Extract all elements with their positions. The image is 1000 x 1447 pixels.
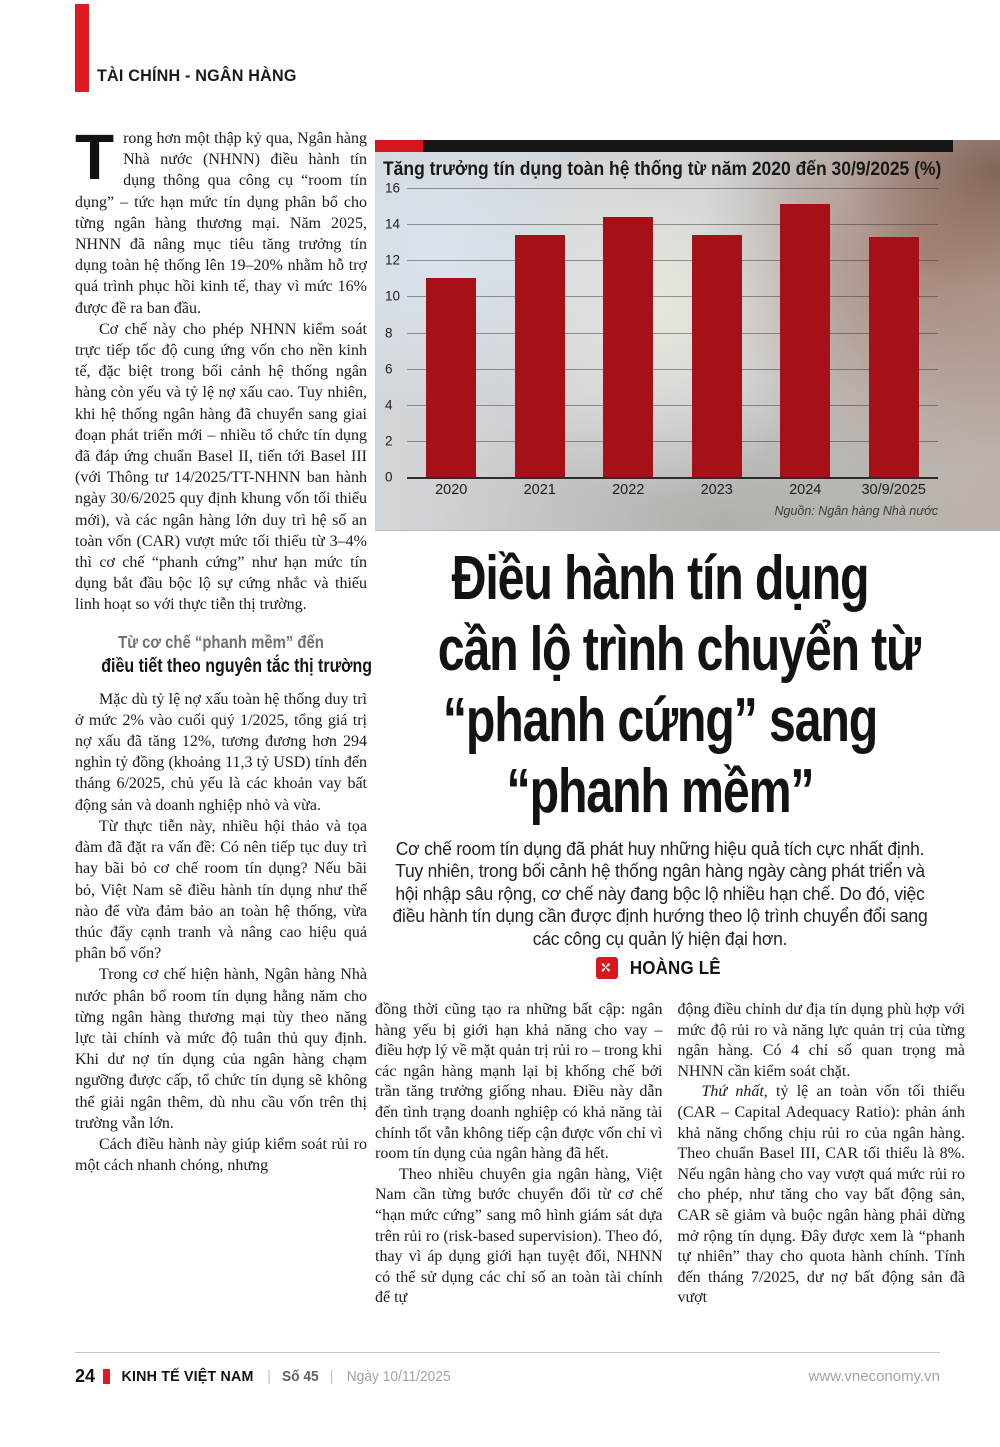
issue-number: Số 45 — [281, 1368, 319, 1385]
chart-bar — [869, 237, 919, 477]
paragraph-lead-italic: Thứ nhất, — [701, 1083, 768, 1101]
paragraph: Theo nhiều chuyên gia ngân hàng, Việt Nam cần từng bước chuyển đổi từ cơ chế “hạn mức cứng” sang mô hình giám sát dựa trên rủi ro (risk-based supervision). Theo đó, thay vì áp dụng giới hạn tuyệt đối, NHNN có thể sử dụng các chỉ số an toàn tài chính để tự — [375, 1165, 663, 1307]
chart-y-tick-label: 12 — [385, 252, 401, 268]
chart-gridline — [407, 224, 938, 225]
subhead-line-2: điều tiết theo nguyên tắc thị trường — [101, 654, 373, 677]
article-middle-column — [375, 1000, 663, 1309]
paragraph — [75, 121, 367, 319]
section-label: TÀI CHÍNH - NGÂN HÀNG — [97, 66, 297, 85]
headline-line: Điều hành tín dụng — [451, 544, 869, 613]
chart-gridline — [407, 369, 938, 370]
section-accent-bar — [75, 4, 89, 92]
footer-left — [75, 1366, 453, 1387]
chart-y-tick-label: 14 — [385, 216, 401, 232]
author-name: HOÀNG LÊ — [630, 957, 721, 978]
chart-bar — [426, 278, 476, 477]
footer-separator: | — [267, 1368, 271, 1385]
chart-x-axis — [407, 482, 938, 502]
page-footer — [75, 1352, 940, 1387]
chart-y-tick-label: 16 — [385, 180, 401, 196]
paragraph: đồng thời cũng tạo ra những bất cập: ngân hàng yếu bị giới hạn khả năng cho vay – điều hợp lý về mặt quản trị rủi ro – trong khi các ngân hàng mạnh lại bị khống chế bởi trần tăng trưởng giống nhau. Điều này dẫn đến tình trạng doanh nghiệp có khả năng tài chính tốt vẫn không tiếp cận được vốn chỉ vì room tín dụng của ngân hàng đã hết. — [375, 1001, 663, 1163]
headline-line: “phanh cứng” sang — [442, 686, 878, 755]
paragraph-text: rong hơn một thập kỷ qua, Ngân hàng Nhà nước (NHNN) điều hành tín dụng thông qua công cụ “room tín dụng” – tức hạn mức tín dụng phân bổ cho từng ngân hàng thương mại. Năm 2025, NHNN đã nâng mục tiêu tăng trưởng tín dụng toàn hệ thống lên 19–20% nhằm hỗ trợ quá trình phục hồi kinh tế, thay vì mức 16% được đề ra ban đầu. — [75, 130, 367, 317]
page-number: 24 — [75, 1366, 96, 1386]
publication-name: KINH TẾ VIỆT NAM — [121, 1368, 254, 1385]
chart-gridline — [407, 260, 938, 261]
chart-bar — [515, 235, 565, 477]
chart-y-tick-label: 10 — [385, 288, 401, 304]
lede-paragraph: Cơ chế room tín dụng đã phát huy những hiệu quả tích cực nhất định. Tuy nhiên, trong bối cảnh hệ thống ngân hàng ngày càng phát triển và hội nhập sâu rộng, cơ chế này đang bộc lộ nhiều hạn chế. Do đó, việc điều hành tín dụng cần được định hướng theo lộ trình chuyển đổi sang các công cụ quản lý hiện đại hơn. — [392, 839, 928, 949]
chart-gridline — [407, 477, 938, 479]
chart-x-tick-label: 30/9/2025 — [861, 482, 927, 498]
chart-source: Nguồn: Ngân hàng Nhà nước — [774, 504, 938, 518]
chart-plot-area — [385, 180, 938, 485]
article-body-columns — [375, 1000, 965, 1309]
headline — [375, 543, 945, 827]
chart-gridline — [407, 296, 938, 297]
chart-top-rule — [375, 140, 953, 152]
paragraph-text: tỷ lệ an toàn vốn tối thiểu (CAR – Capital Adequacy Ratio): phản ánh khả năng chống chịu rủi ro của ngân hàng. Theo chuẩn Basel III, CAR tối thiểu là 8%. Nếu ngân hàng cho vay vượt quá mức rủi ro cho phép, như tăng cho vay bất động sản, CAR sẽ giảm và buộc ngân hàng phải dừng mở rộng tín dụng. Đây được xem là “phanh tự nhiên” thay cho quota hành chính. Tính đến tháng 7/2025, dư nợ bất động sản đã vượt — [677, 1083, 965, 1307]
chart-gridline — [407, 188, 938, 189]
chart-bar — [603, 217, 653, 477]
pen-icon: ✢ — [597, 958, 617, 978]
chart-y-tick-label: 8 — [385, 325, 393, 340]
headline-line: cần lộ trình chuyển từ — [437, 615, 920, 684]
headline-line: “phanh mềm” — [506, 757, 814, 826]
paragraph: Cách điều hành này giúp kiểm soát rủi ro một cách nhanh chóng, nhưng — [75, 1135, 367, 1175]
paragraph: Từ thực tiễn này, nhiều hội thảo và tọa đàm đã đặt ra vấn đề: Có nên tiếp tục duy trì hay bãi bỏ cơ chế room tín dụng? Nếu bãi bỏ, Việt Nam sẽ điều hành tín dụng như thế nào để vừa đảm bảo an toàn hệ thống, vừa thúc đẩy cạnh tranh và nâng cao hiệu quả phân bổ vốn? — [75, 817, 367, 963]
chart-y-axis — [385, 180, 405, 485]
subhead-line-1: Từ cơ chế “phanh mềm” đến — [118, 631, 324, 652]
chart-top-rule-red — [375, 140, 423, 152]
issue-date: Ngày 10/11/2025 — [346, 1368, 451, 1385]
chart-bar — [692, 235, 742, 477]
chart-grid-area — [407, 188, 938, 477]
byline — [375, 957, 945, 979]
chart-gridline — [407, 333, 938, 334]
chart-x-tick-label: 2021 — [523, 482, 556, 498]
chart-title: Tăng trưởng tín dụng toàn hệ thống từ năm 2020 đến 30/9/2025 (%) — [383, 159, 942, 180]
paragraph: Mặc dù tỷ lệ nợ xấu toàn hệ thống duy trì ở mức 2% vào cuối quý 1/2025, tổng giá trị nợ xấu đã tăng 12%, tương đương hơn 294 nghìn tỷ đồng (khoảng 11,3 tỷ USD) tính đến tháng 6/2025, chủ yếu là các khoản vay bất động sản và doanh nghiệp nhỏ và vừa. — [75, 690, 367, 814]
paragraph: động điều chỉnh dư địa tín dụng phù hợp với mức độ rủi ro và năng lực quản trị của từng ngân hàng. Có 4 chỉ số quan trọng mà NHNN cần kiểm soát chặt. — [677, 1001, 965, 1080]
website-url: www.vneconomy.vn — [808, 1368, 940, 1385]
chart-x-tick-label: 2024 — [789, 482, 822, 498]
chart-gridline — [407, 441, 938, 442]
chart-x-tick-label: 2023 — [700, 482, 733, 498]
article-subhead — [75, 631, 373, 679]
chart-y-tick-label: 6 — [385, 361, 393, 377]
article-left-column — [75, 121, 373, 1176]
chart-x-tick-label: 2020 — [435, 482, 468, 498]
chart-x-tick-label: 2022 — [612, 482, 645, 498]
chart-top-rule-black — [423, 140, 953, 152]
credit-growth-bar-chart — [375, 140, 1000, 531]
footer-accent-bar — [103, 1369, 110, 1384]
chart-y-tick-label: 2 — [385, 433, 393, 449]
article-right-column — [678, 1000, 966, 1309]
paragraph — [678, 1082, 966, 1309]
paragraph: Trong cơ chế hiện hành, Ngân hàng Nhà nước phân bổ room tín dụng hằng năm cho từng ngân hàng thương mại tùy theo năng lực tài chính và mức độ tuân thủ quy định. Khi dư nợ tín dụng của ngân hàng chạm ngưỡng được cấp, tổ chức tín dụng sẽ không thể giải ngân thêm, dù nhu cầu vốn trên thị trường vẫn lớn. — [75, 966, 367, 1132]
paragraph: Cơ chế này cho phép NHNN kiểm soát trực tiếp tốc độ cung ứng vốn cho nền kinh tế, đặc biệt trong bối cảnh hệ thống ngân hàng còn yếu và tỷ lệ nợ xấu cao. Tuy nhiên, khi hệ thống ngân hàng đã chuyển sang giai đoạn phát triển mới – nhiều tổ chức tín dụng đã đáp ứng chuẩn Basel II, tiến tới Basel III (với Thông tư 14/2025/TT-NHNN ban hành ngày 30/6/2025 quy định khung vốn tối thiểu mới), và các ngân hàng lớn duy trì hệ số an toàn vốn (CAR) vượt mức tối thiểu từ 3–4% thì cơ chế “phanh cứng” như hạn mức tín dụng bắt đầu bộc lộ sự cứng nhắc và thiếu linh hoạt so với thực tiễn thị trường. — [75, 320, 367, 614]
chart-y-tick-label: 0 — [385, 469, 393, 485]
chart-y-tick-label: 4 — [385, 397, 393, 413]
footer-separator: | — [329, 1368, 334, 1385]
chart-gridline — [407, 405, 938, 406]
chart-bar — [780, 204, 830, 477]
drop-cap: T — [75, 121, 115, 193]
